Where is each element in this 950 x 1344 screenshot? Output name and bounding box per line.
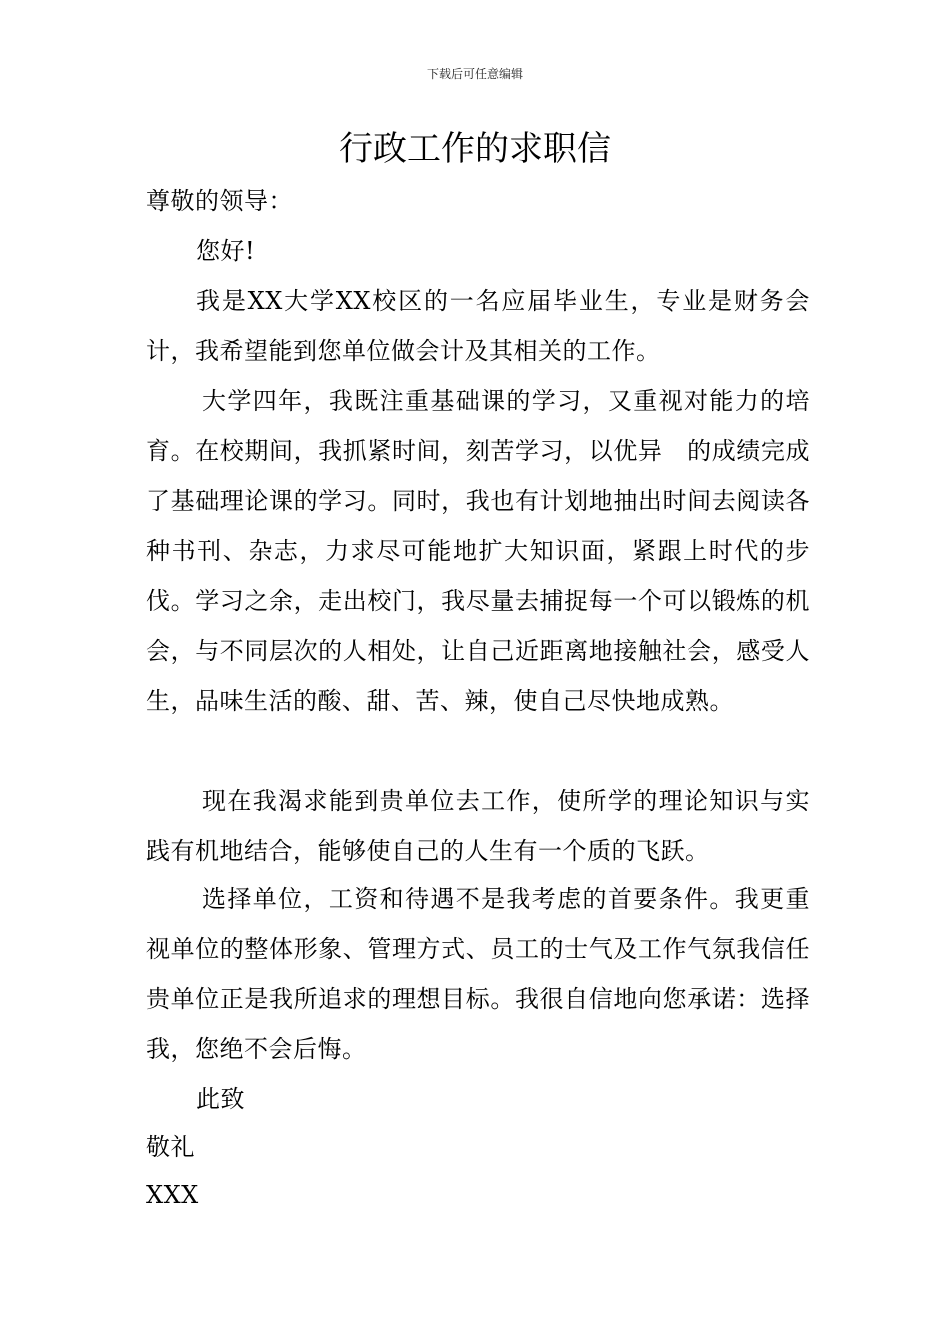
paragraph-1: 我是XX大学XX校区的一名应届毕业生，专业是财务会计，我希望能到您单位做会计及其相关的工作。 [146, 287, 810, 365]
closing-line-2: 敬礼 [146, 1133, 195, 1161]
letter-title: 行政工作的求职信 [339, 129, 611, 169]
greeting: 您好! [196, 237, 256, 265]
closing-line-1: 此致 [196, 1085, 245, 1113]
header-note: 下载后可任意编辑 [426, 67, 523, 81]
paragraph-2: 大学四年，我既注重基础课的学习，又重视对能力的培育。在校期间，我抓紧时间，刻苦学习，以优异 的成绩完成了基础理论课的学习。同时，我也有计划地抽出时间去阅读各种书刊、杂志，力求尽可能地扩大知识面，紧跟上时代的步伐。学习之余，走出校门，我尽量去捕捉每一个可以锻炼的机会，与不同层次的人相处，让自己近距离地接触社会，感受人生，品味生活的酸、甜、苦、辣，使自己尽快地成熟。 [146, 387, 810, 715]
paragraph-4: 选择单位，工资和待遇不是我考虑的首要条件。我更重视单位的整体形象、管理方式、员工的士气及工作气氛我信任贵单位正是我所追求的理想目标。我很自信地向您承诺：选择我，您绝不会后悔。 [146, 885, 810, 1063]
signature: XXX [146, 1181, 199, 1209]
salutation: 尊敬的领导： [146, 187, 293, 215]
paragraph-3: 现在我渴求能到贵单位去工作，使所学的理论知识与实践有机地结合，能够使自己的人生有一个质的飞跃。 [146, 787, 810, 865]
